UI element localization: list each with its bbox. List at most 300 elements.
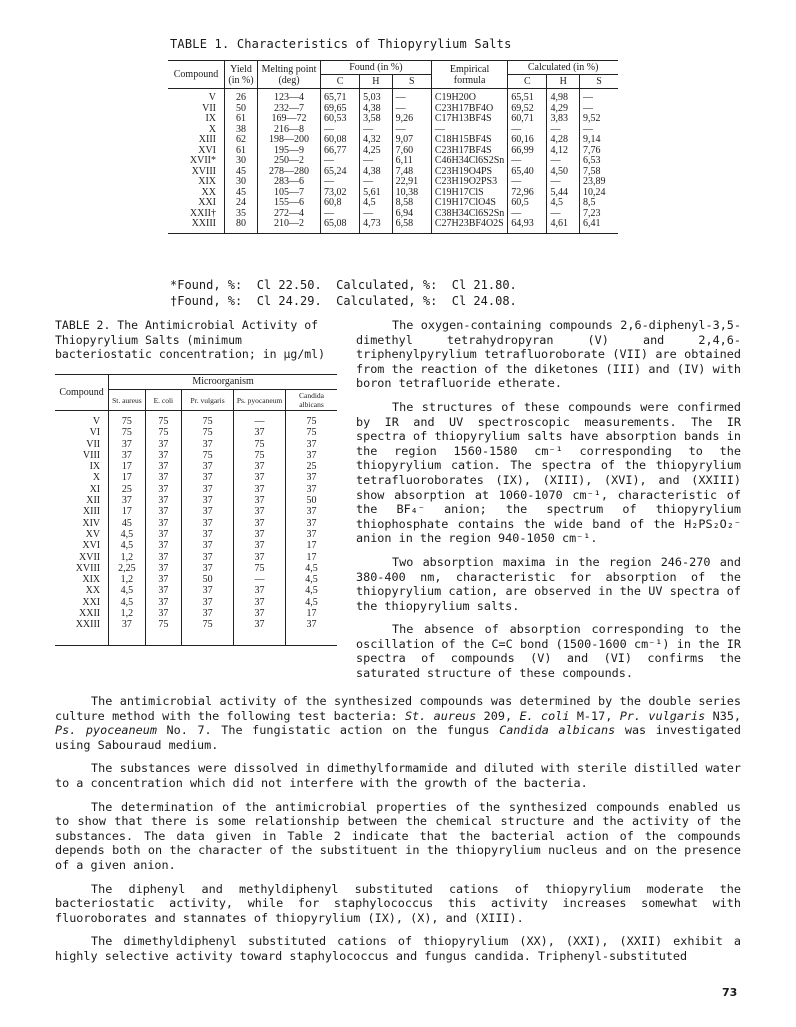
table-cell: XX — [201, 186, 216, 198]
table-cell: C19H20O — [431, 89, 507, 104]
table-cell: — — [579, 125, 618, 136]
table1-header-found: Found (in %) — [321, 61, 432, 75]
table-cell: 37 — [286, 529, 337, 540]
table-cell: 17 — [286, 540, 337, 551]
table-cell: 37 — [182, 597, 234, 608]
table-cell: XI — [89, 483, 101, 495]
table-cell: C23H17BF4S — [431, 146, 507, 157]
table-cell: 62 — [225, 135, 258, 146]
table-row — [55, 427, 337, 438]
table1-footnote: *Found, %: Cl 22.50. Calculated, %: Cl 21.80. — [170, 278, 517, 292]
paragraph-methods: The antimicrobial activity of the synthesized compounds was determined by the double series culture method with the following test bacteria: St. aureus 209, E. coli M-17, Pr. vulgaris N35, Ps. pyoceaneum No. 7. The fungistatic action on the fungus Candida albicans was investigated using Sabouraud medium. — [55, 694, 742, 752]
table-cell: XX — [85, 585, 101, 597]
table-cell: 7,60 — [392, 146, 431, 157]
table-cell: 37 — [234, 540, 286, 551]
table-cell: 2,25 — [109, 563, 145, 574]
paragraph: The absence of absorption corresponding to the oscillation of the C=C bond (1500-1600 cm⁻¹) in the IR spectra of compounds (V) and (VI) confirms the saturated structure of these compounds. — [356, 622, 741, 681]
paragraph: The diphenyl and methyldiphenyl substituted cations of thiopyrylium moderate the bacteriostatic activity, while for staphylococcus this activity increases somewhat with fluoroborates and stannates of thiopyrylium (IX), (X), and (XIII). — [55, 881, 741, 925]
table-cell: 37 — [234, 597, 286, 608]
table-cell: — — [392, 104, 431, 115]
table-cell: 69,52 — [508, 104, 547, 115]
table-cell: 8,5 — [579, 198, 618, 209]
table-cell: — — [392, 89, 431, 104]
table-cell: 65,51 — [508, 89, 547, 104]
table-cell: C46H34Cl6S2Sn — [431, 156, 507, 167]
table-row — [55, 552, 337, 563]
table-cell: XIII — [82, 506, 101, 518]
page-number: 73 — [722, 986, 738, 999]
table2 — [55, 374, 337, 646]
table-cell: 37 — [286, 472, 337, 483]
table-cell: 61 — [225, 146, 258, 157]
table-cell: 45 — [109, 518, 145, 529]
table-cell: 4,5 — [109, 585, 145, 596]
table-row — [168, 135, 618, 146]
table-cell: 17 — [109, 461, 145, 472]
table-cell: XII — [86, 495, 101, 507]
table-cell: 37 — [145, 608, 181, 619]
paragraph: The structures of these compounds were confirmed by IR and UV spectroscopic measurements. The IR spectra of thiopyrylium salts have absorption bands in the region 1560-1580 cm⁻¹ corresponding to the thiopyrylium cation. The spectra of the thiopyrylium tetrafluoroborates (IX), (XIII), (XVI), and (XXIII) show absorption at 1060-1070 cm⁻¹, characteristic of the BF₄⁻ anion; the spectrum of thiopyrylium thiophosphate contains the wide band of the H₂PS₂O₂⁻ anion in the region 940-1050 cm⁻¹. — [356, 399, 741, 546]
table-row — [55, 484, 337, 495]
table-cell: 37 — [234, 608, 286, 619]
table-cell: XXIII — [55, 619, 109, 645]
table-cell: VII — [202, 102, 216, 114]
table-cell: IX — [89, 461, 101, 473]
table-cell: X — [208, 123, 216, 135]
table-cell: 37 — [145, 450, 181, 461]
table-cell: XIV — [82, 517, 101, 529]
body-text — [55, 694, 741, 973]
table-cell: 45 — [225, 167, 258, 178]
table-cell: 50 — [182, 574, 234, 585]
table-cell: 37 — [145, 484, 181, 495]
table-cell: 37 — [234, 506, 286, 517]
table-cell: — — [234, 574, 286, 585]
table-cell: 22,91 — [392, 177, 431, 188]
table-cell: 17 — [286, 552, 337, 563]
table-row — [55, 608, 337, 619]
table-cell: 10,38 — [392, 188, 431, 199]
table-cell: 1,2 — [109, 552, 145, 563]
table-cell: XXI — [198, 197, 216, 208]
table-cell: 1,2 — [109, 574, 145, 585]
table1-title: TABLE 1. Characteristics of Thiopyrylium Salts — [170, 37, 512, 51]
table-cell: 272—4 — [258, 209, 321, 220]
table1-header-found-h: H — [360, 75, 393, 89]
table-cell: 45 — [225, 188, 258, 199]
table-cell: 80 — [225, 219, 258, 233]
table-cell: 75 — [109, 411, 145, 428]
table-cell: 6,94 — [392, 209, 431, 220]
table-cell: 38 — [225, 125, 258, 136]
table2-body — [55, 411, 337, 646]
table-cell: 37 — [182, 552, 234, 563]
table-cell: 75 — [234, 450, 286, 461]
table-row — [55, 472, 337, 483]
table-cell: 37 — [109, 495, 145, 506]
table-cell: 72,96 — [508, 188, 547, 199]
table-cell: 155—6 — [258, 198, 321, 209]
table-cell: — — [579, 104, 618, 115]
table-cell: 216—8 — [258, 125, 321, 136]
table-cell: 37 — [145, 495, 181, 506]
table-cell: XVI — [82, 540, 101, 552]
table-cell: XXI — [82, 596, 101, 608]
table-cell: 30 — [225, 156, 258, 167]
table-cell: 17 — [286, 608, 337, 619]
table-cell: VII — [86, 438, 101, 450]
table-row — [55, 411, 337, 428]
table-cell: 37 — [234, 427, 286, 438]
table-cell: 37 — [182, 439, 234, 450]
table-cell: 24 — [225, 198, 258, 209]
table-cell: 60,5 — [508, 198, 547, 209]
table-cell: — — [547, 125, 580, 136]
table-row — [55, 585, 337, 596]
table-cell: 4,5 — [286, 563, 337, 574]
table-cell: 37 — [145, 597, 181, 608]
table-cell: 4,29 — [547, 104, 580, 115]
table1-header-calc-c: C — [508, 75, 547, 89]
table-cell: 37 — [234, 518, 286, 529]
table-cell: 60,53 — [321, 114, 360, 125]
table-cell: VIII — [82, 449, 101, 461]
table-cell: C27H23BF4O2S — [431, 219, 507, 233]
table-cell: — — [431, 125, 507, 136]
table-cell: VI — [89, 427, 101, 439]
table-cell: — — [579, 89, 618, 104]
table-cell: — — [321, 125, 360, 136]
table-cell: C19H17ClO4S — [431, 198, 507, 209]
table2-header-col: St. aureus — [109, 390, 145, 411]
table-cell: 37 — [145, 529, 181, 540]
table-cell: — — [360, 177, 393, 188]
table-cell: 37 — [145, 552, 181, 563]
table-row — [55, 518, 337, 529]
table-cell: 30 — [225, 177, 258, 188]
table-cell: 37 — [286, 439, 337, 450]
table-cell: — — [392, 125, 431, 136]
table-cell: 4,50 — [547, 167, 580, 178]
table-cell: 4,38 — [360, 104, 393, 115]
table-cell: 50 — [225, 104, 258, 115]
table-cell: 37 — [182, 563, 234, 574]
table-cell: 37 — [182, 608, 234, 619]
table-cell: 65,71 — [321, 89, 360, 104]
table-cell: 37 — [234, 552, 286, 563]
table-cell: 37 — [234, 472, 286, 483]
table-cell: 65,08 — [321, 219, 360, 233]
table-cell: 210—2 — [258, 219, 321, 233]
table-cell: 66,99 — [508, 146, 547, 157]
table-cell: XVII* — [189, 155, 216, 166]
table1-header-calc-s: S — [579, 75, 618, 89]
table-cell: 37 — [182, 495, 234, 506]
table-cell: 66,77 — [321, 146, 360, 157]
table-cell: 105—7 — [258, 188, 321, 199]
table-cell: V — [208, 92, 216, 103]
table-cell: 25 — [109, 484, 145, 495]
table-cell: XIX — [82, 574, 101, 586]
table2-header-col: Candida albicans — [286, 390, 337, 411]
table-cell: 50 — [286, 495, 337, 506]
table-cell: 4,12 — [547, 146, 580, 157]
table-cell: 195—9 — [258, 146, 321, 157]
table-cell: 6,58 — [392, 219, 431, 233]
table-cell: C23H17BF4O — [431, 104, 507, 115]
table-cell: 37 — [145, 574, 181, 585]
table1-header-calculated: Calculated (in %) — [508, 61, 618, 75]
table-cell: 37 — [286, 506, 337, 517]
table-cell: 250—2 — [258, 156, 321, 167]
table-cell: — — [360, 156, 393, 167]
table-cell: 37 — [109, 619, 145, 645]
table-cell: 37 — [182, 472, 234, 483]
table-cell: 4,5 — [547, 198, 580, 209]
table-cell: 37 — [145, 439, 181, 450]
table-cell: 123—4 — [258, 89, 321, 104]
table-cell: 37 — [182, 506, 234, 517]
table-cell: 60,08 — [321, 135, 360, 146]
table1-header-compound: Compound — [168, 61, 225, 89]
table2-header-col: Pr. vulgaris — [182, 390, 234, 411]
table-cell: — — [547, 177, 580, 188]
table-cell: 65,40 — [508, 167, 547, 178]
table-cell: 65,24 — [321, 167, 360, 178]
table-cell: 37 — [182, 484, 234, 495]
table-cell: 75 — [286, 427, 337, 438]
table-cell: 64,93 — [508, 219, 547, 233]
table-cell: 37 — [182, 529, 234, 540]
table-row — [168, 89, 618, 104]
table-row — [55, 506, 337, 517]
table-cell: 35 — [225, 209, 258, 220]
table-cell: 198—200 — [258, 135, 321, 146]
table-cell: 4,5 — [286, 574, 337, 585]
table1-header-found-c: C — [321, 75, 360, 89]
table-cell: 75 — [182, 619, 234, 645]
table-row — [55, 540, 337, 551]
table-cell: 75 — [109, 427, 145, 438]
table-cell: 37 — [182, 461, 234, 472]
table-cell: — — [508, 209, 547, 220]
table-cell: — — [321, 209, 360, 220]
table-cell: 37 — [234, 461, 286, 472]
table-cell: — — [508, 125, 547, 136]
table1-footnotes — [170, 277, 517, 309]
table-cell: 5,61 — [360, 188, 393, 199]
table-cell: XVI — [198, 144, 216, 156]
table-cell: C23H19O2PS3 — [431, 177, 507, 188]
table-cell: 37 — [145, 585, 181, 596]
table-row — [55, 529, 337, 540]
table2-header-compound: Compound — [55, 375, 109, 411]
table-cell: 4,32 — [360, 135, 393, 146]
table-cell: 60,71 — [508, 114, 547, 125]
table-cell: C23H19O4PS — [431, 167, 507, 178]
table-cell: 169—72 — [258, 114, 321, 125]
table-cell: 37 — [145, 472, 181, 483]
table-cell: 37 — [286, 450, 337, 461]
table-cell: 60,8 — [321, 198, 360, 209]
table-cell: 3,58 — [360, 114, 393, 125]
table-cell: 9,52 — [579, 114, 618, 125]
table-cell: 232—7 — [258, 104, 321, 115]
table-cell: — — [547, 209, 580, 220]
table-cell: 37 — [286, 484, 337, 495]
table-cell: — — [360, 125, 393, 136]
table-cell: XVII — [79, 551, 101, 563]
table-row — [55, 450, 337, 461]
table-cell: 10,24 — [579, 188, 618, 199]
table-cell: 37 — [109, 439, 145, 450]
table2-header-col: Ps. pyocaneum — [234, 390, 286, 411]
table-cell: 26 — [225, 89, 258, 104]
table-row — [55, 495, 337, 506]
table-cell: — — [234, 411, 286, 428]
table-cell: 7,76 — [579, 146, 618, 157]
right-column-text — [356, 318, 741, 690]
table-cell: — — [321, 156, 360, 167]
table-cell: — — [360, 209, 393, 220]
table-row — [55, 597, 337, 608]
table-row — [55, 461, 337, 472]
table-cell: 37 — [109, 450, 145, 461]
table-cell: 37 — [286, 518, 337, 529]
table-cell: 75 — [145, 619, 181, 645]
paragraph: The dimethyldiphenyl substituted cations of thiopyrylium (XX), (XXI), (XXII) exhibit a highly selective activity toward staphylococcus and fungus candida. Triphenyl-substituted — [55, 934, 741, 963]
table-cell: XV — [85, 528, 101, 540]
table2-header-microorganism: Microorganism — [109, 375, 337, 390]
table-cell: 37 — [182, 518, 234, 529]
table-cell: XXIII — [168, 219, 225, 233]
paragraph: Two absorption maxima in the region 246-270 and 380-400 nm, characteristic for absorption of the thiopyrylium cation, are observed in the UV spectra of the thiopyrylium salts. — [356, 554, 741, 613]
table-cell: 23,89 — [579, 177, 618, 188]
table-cell: 75 — [234, 563, 286, 574]
table-cell: 9,26 — [392, 114, 431, 125]
table-cell: 4,5 — [109, 529, 145, 540]
table-cell: 75 — [145, 427, 181, 438]
table-row — [55, 563, 337, 574]
table-cell: 3,83 — [547, 114, 580, 125]
table1-footnote: †Found, %: Cl 24.29. Calculated, %: Cl 24.08. — [170, 294, 517, 308]
table-cell: IX — [205, 113, 216, 124]
table1-body — [168, 89, 618, 234]
table-cell: 75 — [182, 450, 234, 461]
table-cell: 4,5 — [109, 540, 145, 551]
table-cell: 75 — [182, 427, 234, 438]
table-cell: 17 — [109, 506, 145, 517]
table-cell: 6,53 — [579, 156, 618, 167]
table-cell: 37 — [145, 506, 181, 517]
table-cell: 278—280 — [258, 167, 321, 178]
table-cell: — — [508, 177, 547, 188]
table-cell: — — [321, 177, 360, 188]
table-cell: XXII† — [189, 207, 216, 219]
table-cell: 75 — [234, 439, 286, 450]
table-cell: C19H17ClS — [431, 188, 507, 199]
table-cell: 37 — [234, 619, 286, 645]
table-cell: 25 — [286, 461, 337, 472]
table-cell: XIII — [198, 134, 216, 145]
table-cell: 283—6 — [258, 177, 321, 188]
table-cell: XVIII — [191, 165, 216, 177]
table-cell: 37 — [234, 495, 286, 506]
table1 — [168, 60, 618, 234]
table-cell: 37 — [145, 540, 181, 551]
table-cell: 75 — [182, 411, 234, 428]
table-row — [55, 439, 337, 450]
table-cell: 37 — [182, 585, 234, 596]
table-cell: 61 — [225, 114, 258, 125]
table-cell: 6,41 — [579, 219, 618, 233]
table-cell: 4,25 — [360, 146, 393, 157]
table1-header-calc-h: H — [547, 75, 580, 89]
table1-header-yield: Yield (in %) — [225, 61, 258, 89]
table-cell: C38H34Cl6S2Sn — [431, 209, 507, 220]
table1-header-found-s: S — [392, 75, 431, 89]
table-cell: 4,5 — [109, 597, 145, 608]
table-cell: 37 — [234, 484, 286, 495]
table2-header-col: E. coli — [145, 390, 181, 411]
table-cell: C18H15BF4S — [431, 135, 507, 146]
table-cell: 4,61 — [547, 219, 580, 233]
table-row — [55, 574, 337, 585]
table-row — [168, 198, 618, 209]
table1-header-melting: Melting point (deg) — [258, 61, 321, 89]
table-cell: 75 — [286, 411, 337, 428]
table-cell: 4,98 — [547, 89, 580, 104]
table-cell: 4,73 — [360, 219, 393, 233]
table-cell: X — [92, 472, 101, 484]
table-cell: 5,44 — [547, 188, 580, 199]
table-cell: 60,16 — [508, 135, 547, 146]
table-cell: 4,5 — [286, 597, 337, 608]
table-cell: 37 — [286, 619, 337, 645]
table-cell: XIX — [198, 176, 216, 187]
table-cell: 1,2 — [109, 608, 145, 619]
table1-header-formula: Empirical formula — [431, 61, 507, 89]
table-row — [168, 219, 618, 233]
table-cell: — — [547, 156, 580, 167]
table-cell: 75 — [145, 411, 181, 428]
table-row — [168, 156, 618, 167]
table-cell: C17H13BF4S — [431, 114, 507, 125]
table-cell: 5,03 — [360, 89, 393, 104]
paragraph: The substances were dissolved in dimethylformamide and diluted with sterile distilled water to a concentration which did not interfere with the growth of the bacteria. — [55, 761, 741, 790]
paragraph: The oxygen-containing compounds 2,6-diphenyl-3,5-dimethyl tetrahydropyran (V) and 2,4,6-triphenylpyrylium tetrafluoroborate (VII) are obtained from the reaction of the diketones (III) and (IV) with boron tetrafluoride etherate. — [356, 318, 741, 391]
table-cell: 9,07 — [392, 135, 431, 146]
table-cell: 37 — [234, 585, 286, 596]
table-cell: 9,14 — [579, 135, 618, 146]
table-row — [55, 619, 337, 645]
table-row — [168, 177, 618, 188]
table-cell: 37 — [145, 518, 181, 529]
table-cell: XXII — [79, 608, 101, 620]
table-cell: 37 — [182, 540, 234, 551]
table-cell: 7,58 — [579, 167, 618, 178]
table-cell: 8,58 — [392, 198, 431, 209]
table-cell: 37 — [145, 563, 181, 574]
table-cell: — — [508, 156, 547, 167]
table-cell: 37 — [145, 461, 181, 472]
table-row — [168, 114, 618, 125]
table-cell: 73,02 — [321, 188, 360, 199]
table-cell: 7,48 — [392, 167, 431, 178]
table-cell: 6,11 — [392, 156, 431, 167]
table2-title: TABLE 2. The Antimicrobial Activity of Thiopyrylium Salts (minimum bacteriostatic concentration; in μg/ml) — [55, 318, 326, 361]
table-cell: XVIII — [75, 562, 101, 574]
